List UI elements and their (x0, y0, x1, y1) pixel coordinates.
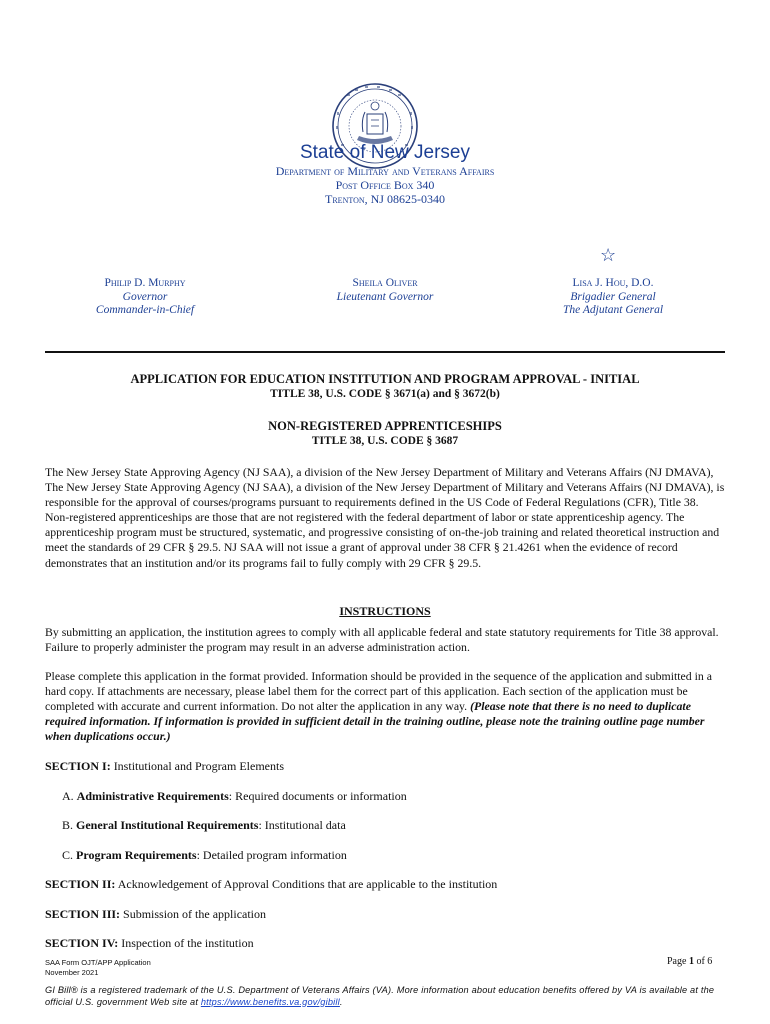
section-1-item-a (62, 789, 407, 804)
instructions-note: (Please note that there is no need to duplicate required information. If information is provided in sufficient detail in the training outline, please note the training outline page number when duplications occur.) (45, 699, 705, 744)
official-title: Brigadier General (570, 290, 656, 303)
official-title: Commander-in-Chief (95, 304, 195, 316)
state-name: State of New Jersey (299, 142, 471, 163)
instructions-paragraph-2 (45, 669, 725, 744)
gi-text: GI Bill® is a registered trademark of the U.S. Department of Veterans Affairs (VA). More information about education benefits offered by VA is available at the official U.S. government Web site at (45, 985, 715, 1007)
page-of: of (693, 956, 708, 967)
item-prefix: B. (62, 818, 77, 832)
official-adjutant-general (528, 277, 698, 318)
official-lt-governor (300, 277, 470, 304)
document-subcode: TITLE 38, U.S. CODE § 3687 (311, 435, 459, 447)
section-text: Inspection of the institution (118, 936, 254, 950)
official-title: The Adjutant General (562, 304, 664, 316)
item-label: General Institutional Requirements (76, 818, 259, 832)
page-total: 6 (707, 956, 713, 967)
document-subtitle: NON-REGISTERED APPRENTICESHIPS (268, 419, 502, 433)
item-label: Program Requirements (76, 848, 197, 862)
page-prefix: Page (667, 956, 689, 967)
item-text: : Required documents or information (228, 789, 407, 803)
item-prefix: A. (62, 789, 77, 803)
star-icon: ☆ (600, 245, 617, 265)
section-text: Acknowledgement of Approval Conditions that are applicable to the institution (115, 877, 498, 891)
form-name: SAA Form OJT/APP Application (45, 958, 151, 967)
header-divider (45, 351, 725, 353)
po-box: Post Office Box 340 (335, 178, 435, 192)
item-text: : Institutional data (258, 818, 346, 832)
item-prefix: C. (62, 848, 77, 862)
instructions-heading: INSTRUCTIONS (339, 604, 431, 618)
section-2 (45, 877, 497, 892)
official-name: Lisa J. Hou, D.O. (572, 277, 654, 289)
section-3 (45, 907, 266, 922)
official-title: Lieutenant Governor (336, 290, 434, 303)
city-address: Trenton, NJ 08625-0340 (325, 192, 445, 206)
official-title: Governor (122, 290, 168, 303)
section-1-item-c (62, 848, 347, 863)
section-label: SECTION II: (45, 877, 116, 891)
department-name: Department of Military and Veterans Affairs (275, 164, 495, 178)
document-code: TITLE 38, U.S. CODE § 3671(a) and § 3672(b) (270, 388, 500, 400)
section-text: Submission of the application (120, 907, 267, 921)
section-1-item-b (62, 818, 346, 833)
item-label: Administrative Requirements (76, 789, 229, 803)
gi-end: . (339, 996, 343, 1007)
document-title: APPLICATION FOR EDUCATION INSTITUTION AND PROGRAM APPROVAL - INITIAL (130, 372, 640, 386)
section-text: Institutional and Program Elements (110, 759, 284, 773)
official-name: Philip D. Murphy (104, 277, 186, 289)
intro-paragraph: The New Jersey State Approving Agency (NJ SAA), a division of the New Jersey Department of Military and Veterans Affairs (NJ DMAVA), The New Jersey State Approving Agency (NJ SAA), a division of the New Jersey Department of Military and Veterans Affairs (NJ DMAVA), is responsible for the approval of courses/programs pursuant to requirements defined in the US Code of Federal Regulations (CFR), Title 38. Non-registered apprenticeships are those that are not registered with the federal department of labor or state apprenticeship agency. The apprenticeship program must be structured, systematic, and progressive consisting of on-the-job training and related theoretical instruction and meet the standards of 29 CFR § 29.5. NJ SAA will not issue a grant of approval under 38 CFR § 21.4261 when the evidence of record demonstrates that an institution and/or its programs fail to fully comply with 29 CFR § 29.5. (45, 465, 725, 570)
page-number (667, 956, 712, 967)
official-governor (60, 277, 230, 318)
gi-bill-notice (45, 985, 735, 1008)
section-4 (45, 936, 254, 951)
item-text: : Detailed program information (196, 848, 347, 862)
gi-bill-link[interactable]: https://www.benefits.va.gov/gibill (200, 996, 340, 1007)
section-label: SECTION III: (45, 907, 121, 921)
form-date: November 2021 (45, 968, 99, 977)
footer-form-info (45, 958, 151, 978)
section-label: SECTION I: (45, 759, 111, 773)
section-1 (45, 759, 284, 774)
instructions-text: Please complete this application in the format provided. Information should be provided in the sequence of the application and submitted in a hard copy. If attachments are necessary, please label them for the correct part of this application. Each section of the application must be completed with accurate and current information. Do not alter the application in any way. (45, 669, 713, 714)
instructions-paragraph-1: By submitting an application, the institution agrees to comply with all applicable federal and state statutory requirements for Title 38 approval. Failure to properly administer the program may result in an adverse administration action. (45, 625, 719, 655)
section-label: SECTION IV: (45, 936, 119, 950)
page-current: 1 (688, 956, 694, 967)
official-name: Sheila Oliver (352, 277, 418, 289)
